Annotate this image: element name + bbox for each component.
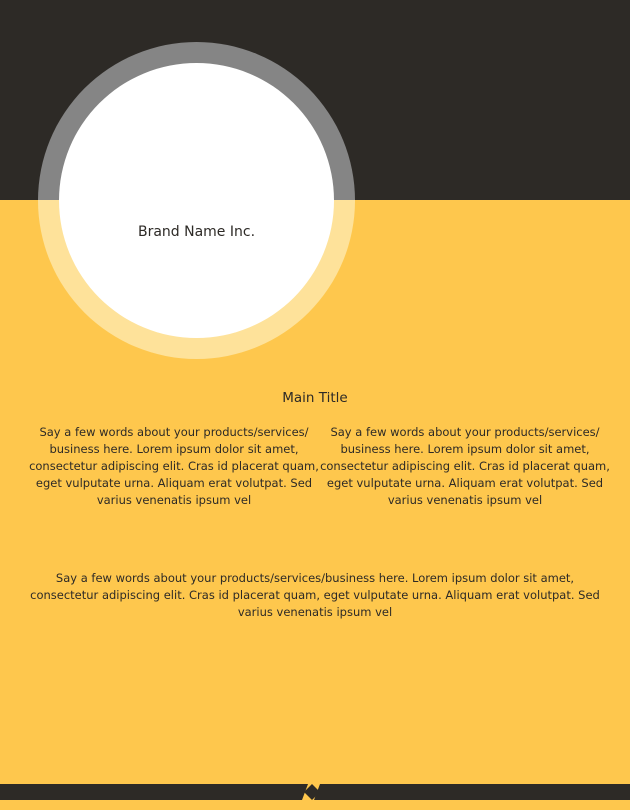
bottom-bar-left-segment	[0, 784, 308, 800]
brand-circle	[59, 63, 334, 338]
right-column-text: Say a few words about your products/services/ business here. Lorem ipsum dolor sit amet, consectetur adipiscing elit. Cras id placerat quam, eget vulputate urna. Aliquam erat volutpat. Sed varius venenatis ipsum vel	[320, 425, 610, 507]
left-column-text: Say a few words about your products/services/ business here. Lorem ipsum dolor sit amet, consectetur adipiscing elit. Cras id placerat quam, eget vulputate urna. Aliquam erat volutpat. Sed varius venenatis ipsum vel	[29, 425, 319, 507]
wide-paragraph: Say a few words about your products/services/business here. Lorem ipsum dolor sit amet, consectetur adipiscing elit. Cras id placerat quam, eget vulputate urna. Aliquam erat volutpat. Sed varius venenatis ipsum vel	[30, 571, 600, 619]
bottom-bar-graphic	[0, 784, 630, 800]
brand-name: Brand Name Inc.	[137, 224, 256, 240]
main-title: Main Title	[282, 390, 348, 406]
bottom-decorative-bar	[0, 784, 630, 800]
bottom-bar-right-segment	[314, 784, 630, 800]
